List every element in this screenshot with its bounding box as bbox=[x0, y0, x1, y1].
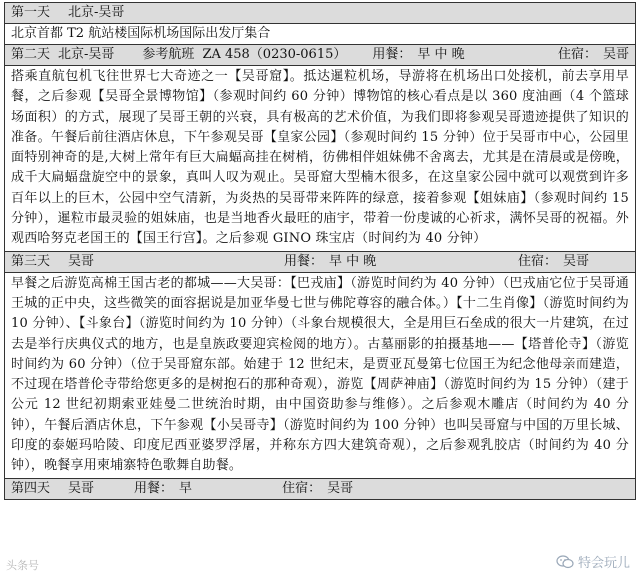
day3-text: 早餐之后游览高棉王国古老的都城——大吴哥：【巴戎庙】（游览时间约为 40 分钟）（巴戎庙它位于吴哥通王城的正中央，这些微笑的面容据说是加亚华曼七世与佛陀尊容的融合体。）【十二生肖像】（游览时间约为 10 分钟）、【斗象台】（游览时间约为 10 分钟）（斗象台规模很大，全是用巨石垒成的很大一片建筑，在过去是举行庆典仪式的地方，也是皇族政要迎宾检阅的地方）。古墓丽影的拍摄基地——【塔普伦寺】（游览时间约为 60 分钟）（位于吴哥窟东部。始建于 12 世纪末，是贾亚瓦曼第七位国王为纪念他母亲而建造，不过现在塔普伦寺带给您更多的是树抱石的那种奇观），游览【周萨神庙】（游览时间约为 15 分钟）（建于公元 12 世纪初期索亚娃曼二世统治时期，由中国资助参与维修）。之后参观木雕店（时间约为 40 分钟），午餐后酒店休息，下午参观【小吴哥寺】（游览时间约为 100 分钟）也叫吴哥窟与中国的万里长城、印度的泰姬玛哈陵、印度尼西亚婆罗浮屠，并称东方四大建筑奇观），之后参观乳胶店（时间约为 40 分钟），晚餐享用柬埔寨特色歌舞自助餐。 bbox=[11, 275, 629, 474]
day1-route: 北京-吴哥 bbox=[68, 5, 125, 20]
day3-stay-label: 住宿： bbox=[517, 253, 557, 269]
watermark bbox=[556, 552, 630, 571]
day3-stay: 吴哥 bbox=[562, 253, 589, 269]
day2-description bbox=[5, 66, 635, 252]
day1-label: 第一天 bbox=[11, 5, 51, 20]
wechat-icon bbox=[556, 555, 574, 569]
day3-header bbox=[5, 252, 635, 273]
day2-flight-label: 参考航班 bbox=[142, 47, 195, 62]
day2-stay: 吴哥 bbox=[602, 47, 629, 62]
day2-meal-label: 用餐： bbox=[372, 47, 412, 62]
day3-label: 第三天 bbox=[11, 253, 51, 269]
day2-route: 北京-吴哥 bbox=[58, 47, 115, 62]
day3-route: 吴哥 bbox=[68, 253, 95, 269]
day4-meals: 早 bbox=[179, 480, 193, 496]
day2-stay-label: 住宿： bbox=[557, 47, 597, 62]
day2-flight: ZA 458（0230-0615） bbox=[202, 47, 347, 62]
day1-header bbox=[5, 3, 635, 24]
day4-header bbox=[5, 479, 635, 499]
day4-stay: 吴哥 bbox=[327, 480, 354, 496]
day4-label: 第四天 bbox=[11, 480, 51, 496]
day3-meal-label: 用餐： bbox=[284, 253, 324, 269]
day4-stay-label: 住宿： bbox=[282, 480, 322, 496]
watermark-left: 头条号 bbox=[6, 559, 39, 572]
day2-text: 搭乘直航包机飞往世界七大奇迹之一【吴哥窟】。抵达暹粒机场，导游将在机场出口处接机，前去享用早餐，之后参观【吴哥全景博物馆】（参观时间约 60 分钟）博物馆的核心看点是以 360 度油画（4 个篮球场面积）的方式，展现了吴哥王朝的兴衰，具有极高的艺术价值，为我们即将参观吴哥遗迹提供了知识的准备。午餐后前往酒店休息，下午参观吴哥【皇家公园】（参观时间约 15 分钟）位于吴哥市中心，公园里面特别神奇的是,大树上常年有巨大扁蝠高挂在树梢，彷佛相伴姐妹佛不舍离去，尤其是在清晨或是傍晚，成千大扁蝠盘旋空中的景象，真叫人叹为观止。吴哥窟大型楠木很多，在这皇家公园中就可以观赏到许多百年以上的巨木，公园中空气清新，为炎热的吴哥带来阵阵的绿意，接着参观【姐妹庙】（参观时间约 15 分钟），暹粒市最灵验的姐妹庙，也是当地香火最旺的庙宇，带着一份虔诚的心祈求，满怀吴哥的祝福。外观西哈努克老国王的【国王行宫】。之后参观 GINO 珠宝店（时间约为 40 分钟） bbox=[11, 69, 629, 247]
day4-route: 吴哥 bbox=[68, 480, 95, 496]
itinerary-sheet bbox=[4, 2, 636, 500]
day2-meals: 早 中 晚 bbox=[417, 47, 465, 62]
watermark-text: 特会玩儿 bbox=[577, 556, 630, 571]
day2-label: 第二天 bbox=[11, 47, 51, 62]
day2-header bbox=[5, 45, 635, 66]
day3-meals: 早 中 晚 bbox=[329, 253, 377, 269]
day1-gathering: 北京首都 T2 航站楼国际机场国际出发厅集合 bbox=[5, 24, 635, 45]
day3-description bbox=[5, 273, 635, 479]
day4-meal-label: 用餐： bbox=[134, 480, 174, 496]
